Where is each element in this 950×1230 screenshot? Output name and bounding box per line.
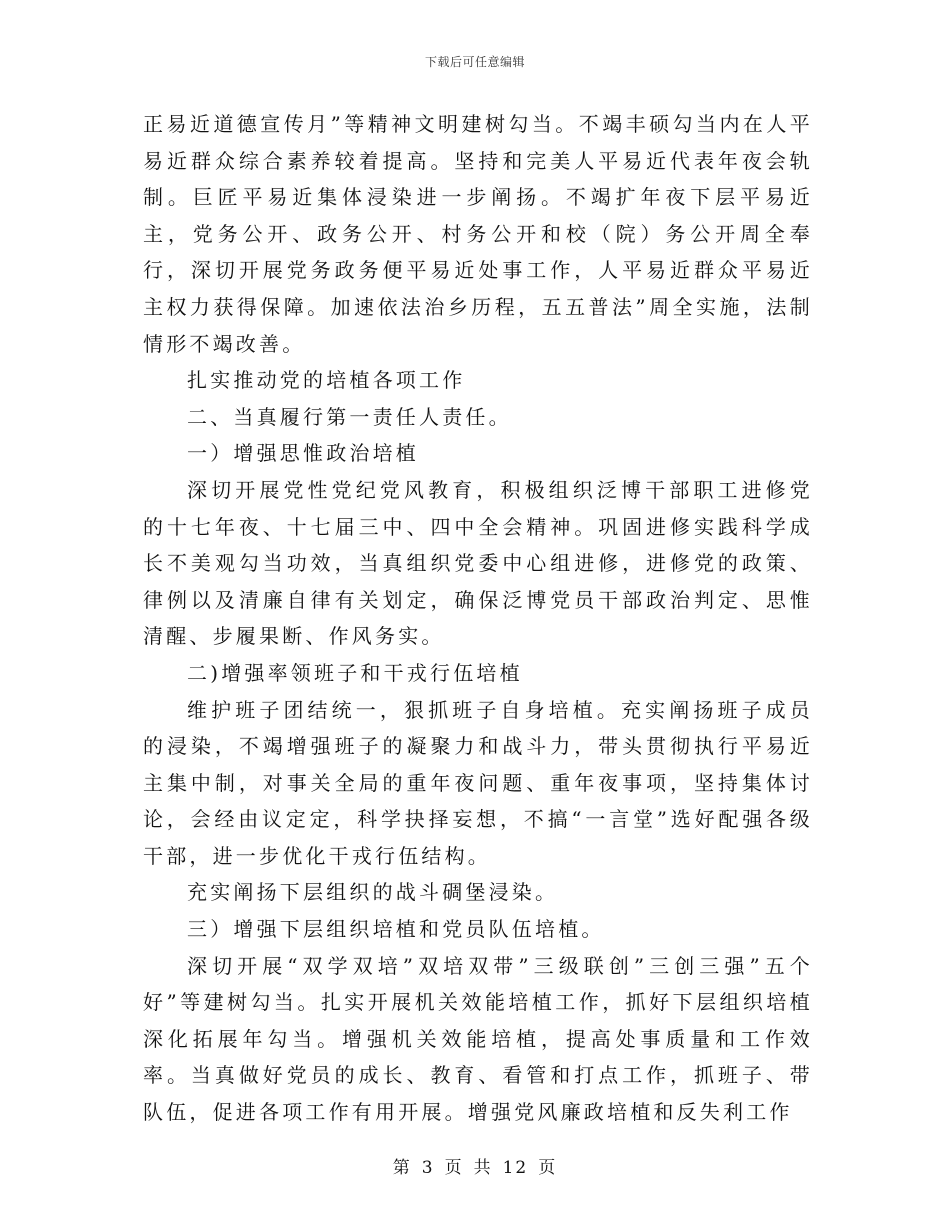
paragraph-3: 二、当真履行第一责任人责任。	[187, 404, 512, 429]
paragraph-1: 正易近道德宣传月”等精神文明建树勾当。不竭丰硕勾当内在人平易近群众综合素养较着提高。坚持和完美人平易近代表年夜会轨制。巨匠平易近集体浸染进一步阐扬。不竭扩年夜下层平易近主，党务公开、政务公开、村务公开和校（院）务公开周全奉行，深切开展党务政务便平易近处事工作，人平易近群众平易近主权力获得保障。加速依法治乡历程，五五普法”周全实施，法制情形不竭改善。	[143, 112, 813, 356]
paragraph-6: 二)增强率领班子和干戎行伍培植	[187, 660, 523, 685]
paragraph-7: 维护班子团结统一，狠抓班子自身培植。充实阐扬班子成员的浸染，不竭增强班子的凝聚力和战斗力，带头贯彻执行平易近主集中制，对事关全局的重年夜问题、重年夜事项，坚持集体讨论，会经由议定定，科学抉择妄想，不搞“一言堂”选好配强各级干部，进一步优化干戎行伍结构。	[143, 697, 813, 868]
paragraph-9: 三）增强下层组织培植和党员队伍培植。	[187, 917, 605, 942]
footer-current-page: 3	[421, 1158, 435, 1178]
page-header-note: 下载后可任意编辑	[424, 55, 525, 69]
footer-total-pages: 12	[502, 1158, 529, 1178]
page-footer	[0, 1153, 950, 1178]
paragraph-4: 一）增强思惟政治培植	[187, 441, 419, 466]
footer-gong: 共	[473, 1158, 493, 1178]
document-body	[143, 106, 813, 1131]
paragraph-5: 深切开展党性党纪党风教育，积极组织泛博干部职工进修党的十七年夜、十七届三中、四中全会精神。巩固进修实践科学成长不美观勾当功效，当真组织党委中心组进修，进修党的政策、律例以及清廉自律有关划定，确保泛博党员干部政治判定、思惟清醒、步履果断、作风务实。	[143, 477, 813, 649]
footer-ye: 页	[444, 1158, 464, 1178]
paragraph-2: 扎实推动党的培植各项工作	[187, 368, 466, 393]
footer-ye2: 页	[538, 1158, 558, 1178]
paragraph-8: 充实阐扬下层组织的战斗碉堡浸染。	[187, 880, 559, 905]
footer-di: 第	[392, 1158, 412, 1178]
paragraph-10: 深切开展“双学双培”双培双带”三级联创”三创三强”五个好”等建树勾当。扎实开展机关效能培植工作，抓好下层组织培植深化拓展年勾当。增强机关效能培植，提高处事质量和工作效率。当真做好党员的成长、教育、看管和打点工作，抓班子、带队伍，促进各项工作有用开展。增强党风廉政培植和反失利工作	[143, 953, 813, 1125]
